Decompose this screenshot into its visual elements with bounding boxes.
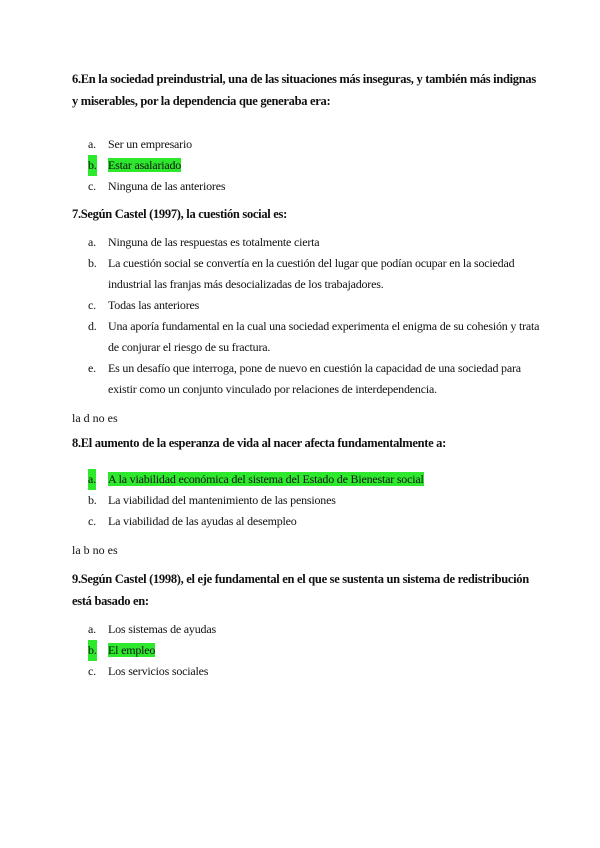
note-question-8: la b no es [72,543,118,557]
option-8a: a. A la viabilidad económica del sistema del Estado de Bienestar social [72,469,542,490]
option-9c: c. Los servicios sociales [88,664,209,678]
note-question-7: la d no es [72,411,118,425]
option-6c: c. Ninguna de las anteriores [88,179,226,193]
option-7c: c. Todas las anteriores [88,298,200,312]
question-9-prompt: 9.Según Castel (1998), el eje fundamental en el que se sustenta un sistema de redistribución está basado en: [72,572,529,608]
question-7-prompt: 7.Según Castel (1997), la cuestión social es: [72,207,287,221]
question-8-prompt: 8.El aumento de la esperanza de vida al nacer afecta fundamentalmente a: [72,436,446,450]
option-7d: d. Una aporía fundamental en la cual una sociedad experimenta el enigma de su cohesión y trata de conjurar el riesgo de su fractura. [88,319,540,354]
question-6-options [72,134,542,197]
option-7e: e. Es un desafío que interroga, pone de nuevo en cuestión la capacidad de una sociedad para existir como un conjunto vinculado por relaciones de interdependencia. [88,361,521,396]
question-6-prompt: 6.En la sociedad preindustrial, una de las situaciones más inseguras, y también más indignas y miserables, por la dependencia que generaba era: [72,72,536,108]
question-9-options [72,619,542,682]
option-8c: c. La viabilidad de las ayudas al desempleo [88,514,297,528]
option-7a: a. Ninguna de las respuestas es totalmente cierta [88,235,320,249]
question-8-options [72,469,542,532]
option-6b: b. Estar asalariado [72,155,542,176]
option-9b: b. El empleo [72,640,542,661]
question-7-options [72,232,542,400]
option-6a: a. Ser un empresario [88,137,192,151]
option-8b: b. La viabilidad del mantenimiento de las pensiones [88,493,336,507]
option-9a: a. Los sistemas de ayudas [88,622,216,636]
option-7b: b. La cuestión social se convertía en la cuestión del lugar que podían ocupar en la sociedad industrial las franjas más desocializadas de los trabajadores. [88,256,515,291]
